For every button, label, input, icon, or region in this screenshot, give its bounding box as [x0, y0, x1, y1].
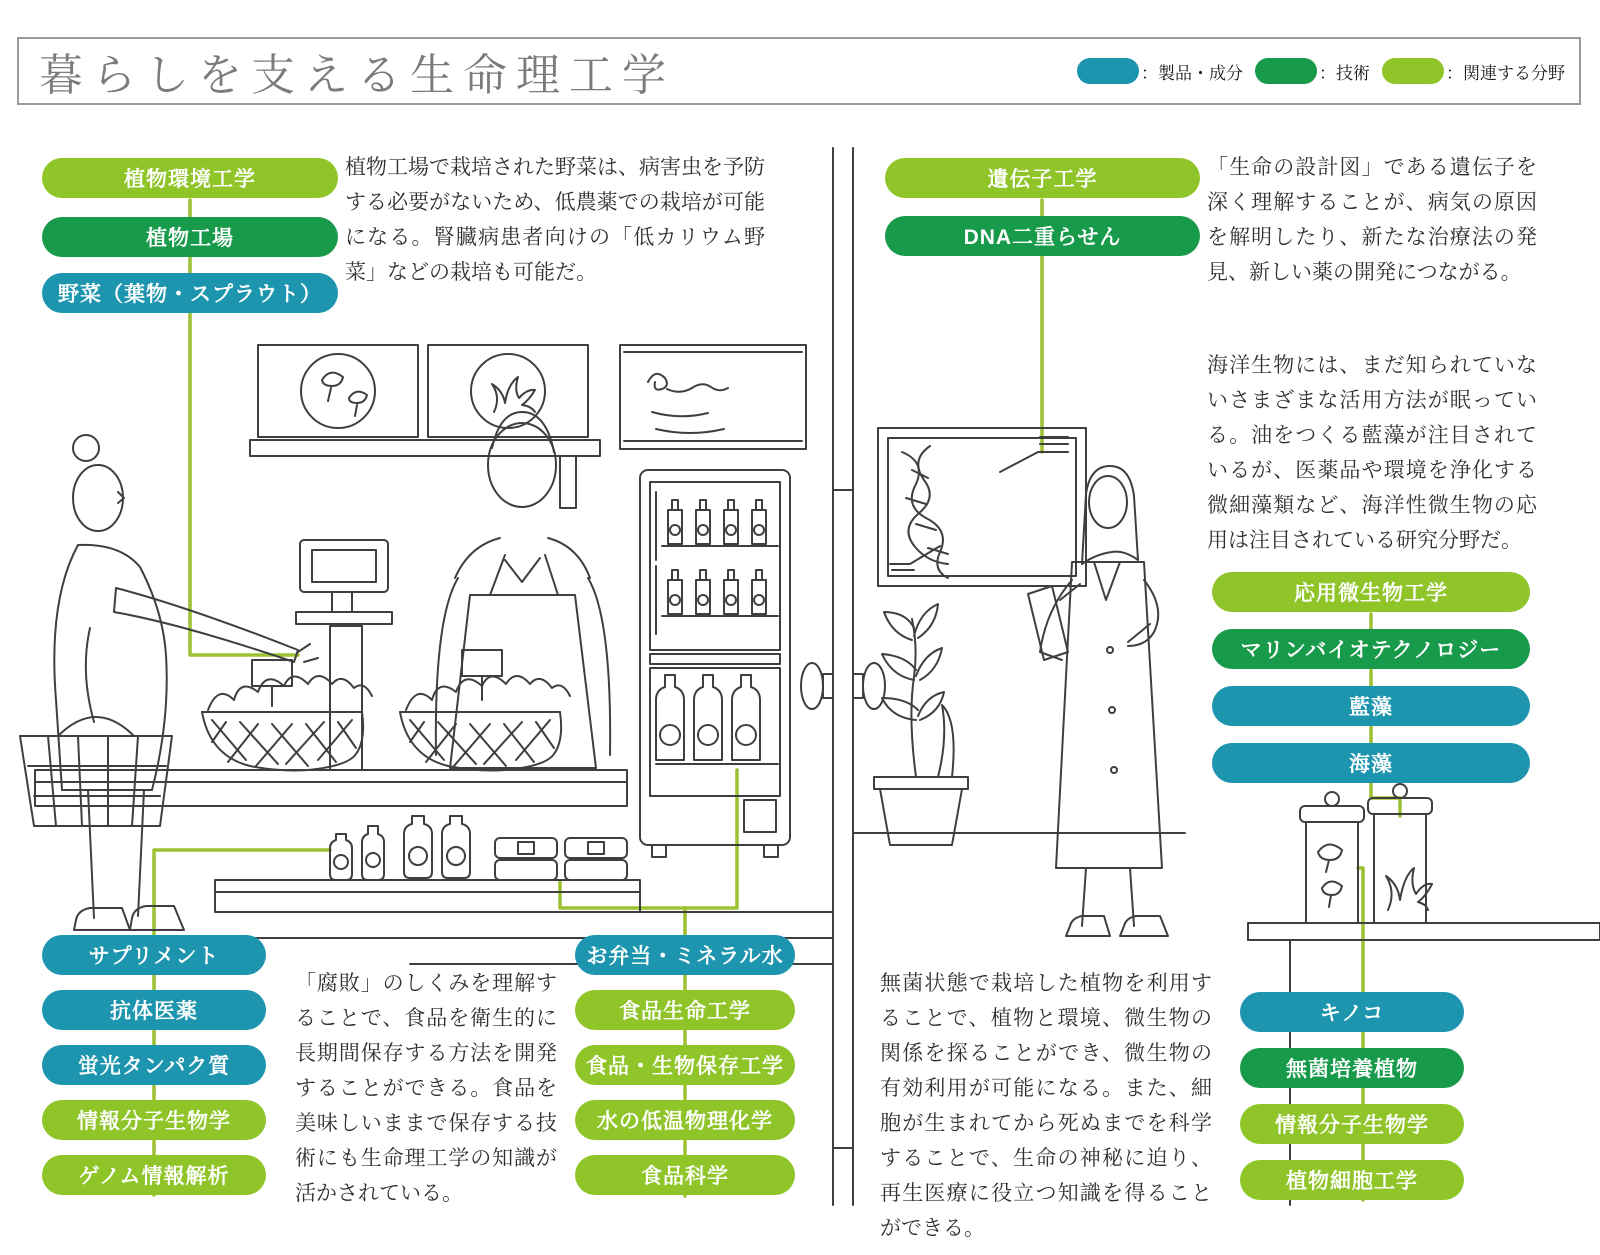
- shopping-basket-icon: [20, 717, 172, 826]
- pill-mushroom: キノコ: [1240, 992, 1464, 1032]
- legend: [1077, 39, 1565, 103]
- scientist-figure: [1028, 466, 1168, 936]
- door-handle-icon: [801, 663, 885, 709]
- divider-wall: [801, 148, 885, 1205]
- mushroom-jar-icon: [1300, 792, 1364, 923]
- pill-information-molecular-biology-2: 情報分子生物学: [1240, 1104, 1464, 1144]
- plant-factory-description: 植物工場で栽培された野菜は、病害虫を予防する必要がないため、低農薬での栽培が可能になる。腎臓病患者向けの「低カリウム野菜」などの栽培も可能だ。: [345, 156, 765, 284]
- dna-helix-icon: [902, 446, 948, 578]
- pill-vegetables: 野菜（葉物・スプラウト）: [42, 273, 338, 313]
- legend-item-product: [1077, 58, 1243, 84]
- pill-information-molecular-biology: 情報分子生物学: [42, 1100, 266, 1140]
- shopper-figure: [20, 435, 318, 930]
- pill-food-science: 食品科学: [575, 1155, 795, 1195]
- pill-dna-double-helix: DNA二重らせん: [885, 216, 1200, 256]
- pill-food-bioengineering: 食品生命工学: [575, 990, 795, 1030]
- pill-fluorescent-protein: 蛍光タンパク質: [42, 1045, 266, 1085]
- lower-shelf: [215, 816, 640, 912]
- pill-food-preservation-engineering: 食品・生物保存工学: [575, 1045, 795, 1085]
- gene-description: 「生命の設計図」である遺伝子を深く理解することが、病気の原因を解明したり、新たな治療法の発見、新しい薬の開発につながる。: [1207, 156, 1537, 284]
- drink-fridge: [640, 470, 790, 857]
- pill-plant-environment-engineering: 植物環境工学: [42, 158, 338, 198]
- food-description: 「腐敗」のしくみを理解することで、食品を衛生的に長期間保存する方法を開発することができる。食品を美味しいままで保存する技術にも生命理工学の知識が活かされている。: [295, 972, 557, 1205]
- connector-plant-factory: [190, 200, 298, 655]
- pill-antibody-drug: 抗体医薬: [42, 990, 266, 1030]
- page-title: 暮らしを支える生命理工学: [39, 51, 675, 100]
- store-sign: [620, 345, 806, 449]
- connector-food-fridge: [685, 770, 737, 908]
- clerk-figure: [436, 412, 610, 768]
- sauce-bottles-icon: [330, 816, 470, 880]
- pill-bento-mineral-water: お弁当・ミネラル水: [575, 935, 795, 975]
- pill-plant-cell-engineering: 植物細胞工学: [1240, 1160, 1464, 1200]
- vegetable-basket-left: [202, 660, 372, 771]
- pill-supplement: サプリメント: [42, 935, 266, 975]
- wall-shelf: [250, 345, 600, 508]
- pill-genome-analysis: ゲノム情報解析: [42, 1155, 266, 1195]
- dna-frame-icon: [878, 428, 1086, 586]
- bento-boxes-icon: [495, 838, 627, 880]
- connector-food-bento: [560, 882, 685, 908]
- legend-label: ：関連する分野: [1446, 63, 1565, 83]
- vegetable-basket-right: [400, 650, 570, 771]
- marine-description: 海洋生物には、まだ知られていないさまざまな活用方法が眠っている。油をつくる藍藻が注目されているが、医薬品や環境を浄化する微細藻類など、海洋性微生物の応用は注目されている研究分野だ。: [1207, 354, 1537, 552]
- legend-item-related-field: [1382, 58, 1565, 84]
- pill-sterile-cultured-plants: 無菌培養植物: [1240, 1048, 1464, 1088]
- header-bar: [17, 37, 1581, 105]
- pill-plant-factory: 植物工場: [42, 217, 338, 257]
- store-counter: [35, 770, 627, 806]
- pill-applied-microbiology: 応用微生物工学: [1212, 572, 1530, 612]
- mushroom-picture-icon: [258, 345, 418, 437]
- fridge-bottles-large: [656, 675, 760, 760]
- price-tag-icon: [462, 650, 502, 700]
- legend-swatch-technology-icon: [1255, 58, 1317, 84]
- connector-seaweed-jar: [1371, 783, 1400, 816]
- legend-label: ：製品・成分: [1141, 63, 1243, 83]
- seaweed-picture-icon: [428, 345, 588, 437]
- legend-label: ：技術: [1319, 63, 1370, 83]
- pill-genetic-engineering: 遺伝子工学: [885, 158, 1200, 198]
- pill-marine-biotechnology: マリンバイオテクノロジー: [1212, 629, 1530, 669]
- legend-swatch-product-icon: [1077, 58, 1139, 84]
- store-scene: [20, 345, 833, 964]
- sterile-description: 無菌状態で栽培した植物を利用することで、植物と環境、微生物の関係を探ることができ、微生物の有効利用が可能になる。また、細胞が生まれてから死ぬまでを科学することで、生命の神秘に迫り、再生医療に役立つ知識を得ることができる。: [880, 972, 1212, 1240]
- clipboard-icon: [1028, 584, 1080, 660]
- pill-seaweed: 海藻: [1212, 743, 1530, 783]
- legend-swatch-related-field-icon: [1382, 58, 1444, 84]
- fridge-bottles-small: [668, 500, 766, 614]
- pill-low-temperature-physics-of-water: 水の低温物理化学: [575, 1100, 795, 1140]
- cash-register-icon: [296, 540, 392, 770]
- legend-item-technology: [1255, 58, 1370, 84]
- potted-plant-icon: [874, 604, 968, 845]
- pill-cyanobacteria: 藍藻: [1212, 686, 1530, 726]
